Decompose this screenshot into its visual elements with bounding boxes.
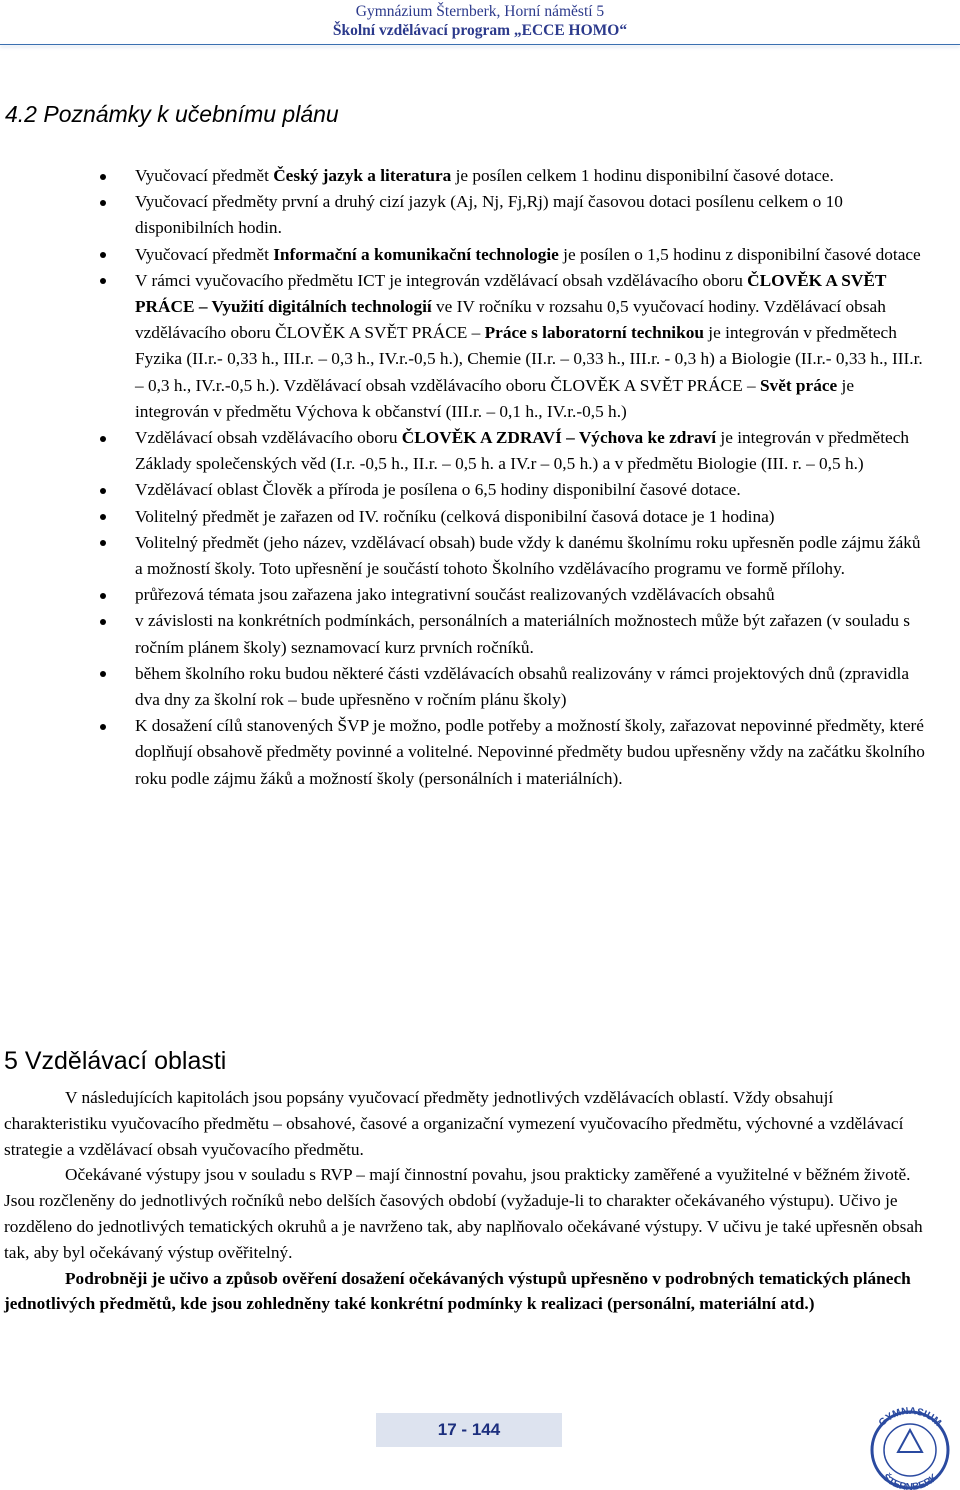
note-item (0, 477, 960, 503)
note-item-bold-text: Informační a komunikační technologie (273, 244, 559, 264)
bullet-icon (100, 278, 106, 284)
page-header (0, 2, 960, 40)
bullet-icon (100, 174, 106, 180)
logo-text-top: GYMNASIUM (876, 1405, 944, 1429)
bullet-icon (100, 540, 106, 546)
note-item-text: je posílen o 1,5 hodinu z disponibilní časové dotace (558, 244, 921, 264)
chapter-title: 5 Vzdělávací oblasti (4, 1047, 227, 1075)
note-item-bold-text: Český jazyk a literatura (273, 166, 452, 185)
bullet-icon (100, 593, 106, 599)
note-item-text: je integrován v předmětu Výchova k občanství (III.r. – 0,1 h., IV.r.-0,5 h.) (135, 375, 854, 421)
note-item (0, 242, 960, 268)
note-item-bold-text: Svět práce (759, 375, 838, 395)
note-item-text: K dosažení cílů stanovených ŠVP je možno, podle potřeby a možností školy, zařazovat nepovinné předměty, které doplňují obsahově předměty povinné a volitelné. Nepovinné předměty budou upřesněny vždy na začátku školního roku podle zájmu žáků a možností školy (personálních i materiálních). (135, 716, 925, 788)
note-item-bold-text: Práce s laboratorní technikou (484, 323, 704, 343)
note-item-text: Vyučovací předmět (135, 166, 274, 185)
chapter-body (4, 1085, 932, 1317)
bullet-icon (100, 488, 106, 494)
note-item-text: je integrován v předmětech Fyzika (II.r.- 0,33 h., III.r. – 0,3 h., IV.r.-0,5 h.), Chemie (II.r. – 0,33 h., III.r. - 0,3 h) a Biologie (II.r.- 0,33 h., III.r. – 0,3 h., IV.r.-0,5 h.). Vzdělávací obsah vzdělávacího oboru ČLOVĚK A SVĚT PRÁCE – (135, 323, 923, 395)
bullet-icon (100, 200, 106, 206)
note-item-text: V rámci vyučovacího předmětu ICT je integrován vzdělávací obsah vzdělávacího oboru (135, 270, 748, 290)
note-item (0, 425, 960, 477)
note-item-text: Volitelný předmět (jeho název, vzdělávací obsah) bude vždy k danému školnímu roku upřesněn podle zájmu žáků a možností školy. Toto upřesnění je součástí tohoto Školního vzdělávacího programu ve formě přílohy. (135, 532, 921, 579)
note-item-text: je posílen celkem 1 hodinu disponibilní časové dotace. (451, 166, 834, 185)
note-item (0, 530, 960, 582)
bullet-icon (100, 252, 106, 258)
note-item (0, 189, 960, 241)
bullet-icon (100, 514, 106, 520)
note-item-bold-text: ČLOVĚK A ZDRAVÍ – Výchova ke zdraví (401, 428, 717, 448)
note-item (0, 608, 960, 660)
section-title: 4.2 Poznámky k učebnímu plánu (5, 101, 339, 127)
note-item-text: v závislosti na konkrétních podmínkách, personálních a materiálních možnostech může být zařazen (v souladu s ročním plánem školy) seznamovací kurz prvních ročníků. (135, 611, 911, 657)
header-divider (0, 44, 960, 45)
header-school-address: Gymnázium Šternberk, Horní náměstí 5 (355, 3, 605, 20)
bullet-icon (100, 436, 106, 442)
notes-list (0, 163, 960, 792)
note-item (0, 661, 960, 713)
note-item-text: Vzdělávací oblast Člověk a příroda je posílena o 6,5 hodiny disponibilní časové dotace. (135, 480, 741, 500)
note-item (0, 582, 960, 608)
note-item-text: Volitelný předmět je zařazen od IV. ročníku (celková disponibilní časová dotace je 1 hodina) (135, 506, 775, 526)
note-item-text: během školního roku budou některé části vzdělávacích obsahů realizovány v rámci projektových dnů (zpravidla dva dny za školní rok – bude upřesněno v ročním plánu školy) (135, 663, 910, 710)
note-item (0, 504, 960, 530)
note-item (0, 268, 960, 425)
header-program-name: Školní vzdělávací program „ECCE HOMO“ (332, 22, 628, 39)
school-logo (862, 1400, 958, 1490)
note-item-text: ve IV ročníku v rozsahu 0,5 vyučovací hodiny. Vzdělávací obsah vzdělávacího oboru ČLOVĚK A SVĚT PRÁCE – (135, 297, 886, 343)
note-item (0, 713, 960, 792)
chapter-paragraph-bold: Podrobněji je učivo a způsob ověření dosažení očekávaných výstupů upřesněno v podrobných tematických plánech jednotlivých předmětů, kde jsou zohledněny také konkrétní podmínky k realizaci (personální, materiální atd.) (4, 1268, 911, 1314)
bullet-icon (100, 724, 106, 730)
note-item-text: Vyučovací předmět (135, 244, 274, 264)
note-item-bold-text: ČLOVĚK A SVĚT PRÁCE – Využití digitálních technologií (135, 270, 887, 317)
note-item-text: je integrován v předmětech Základy společenských věd (I.r. -0,5 h., II.r. – 0,5 h. a IV.r – 0,5 h.) a v předmětu Biologie (III. r. – 0,5 h.) (135, 428, 910, 474)
bullet-icon (100, 619, 106, 625)
logo-emblem (898, 1430, 922, 1452)
page-number: 17 - 144 (376, 1413, 562, 1447)
note-item-text: Vzdělávací obsah vzdělávacího oboru (135, 428, 402, 448)
logo-text-bottom: ŠTERNBERK (880, 1472, 940, 1490)
note-item (0, 163, 960, 189)
chapter-paragraph: Očekávané výstupy jsou v souladu s RVP – mají činnostní povahu, jsou prakticky zaměřené a využitelné v běžném životě. Jsou rozčleněny do jednotlivých ročníků nebo delších časových období (vyžaduje-li to charakter očekávaného výstupu). Učivo je rozděleno do jednotlivých tematických okruhů a je navrženo tak, aby naplňovalo očekávané výstupy. V učivu je také upřesněn obsah tak, aby byl očekávaný výstup ověřitelný. (4, 1165, 923, 1262)
chapter-paragraph: V následujících kapitolách jsou popsány vyučovací předměty jednotlivých vzdělávacích oblastí. Vždy obsahují charakteristiku vyučovacího předmětu – obsahové, časové a organizační vymezení vyučovacího předmětu, výchovné a vzdělávací strategie a vzdělávací obsah vyučovacího předmětu. (4, 1088, 904, 1159)
note-item-text: Vyučovací předměty první a druhý cizí jazyk (Aj, Nj, Fj,Rj) mají časovou dotaci posílenu celkem o 10 disponibilních hodin. (135, 192, 843, 238)
note-item-text: průřezová témata jsou zařazena jako integrativní součást realizovaných vzdělávacích obsahů (135, 585, 775, 605)
bullet-icon (100, 671, 106, 677)
